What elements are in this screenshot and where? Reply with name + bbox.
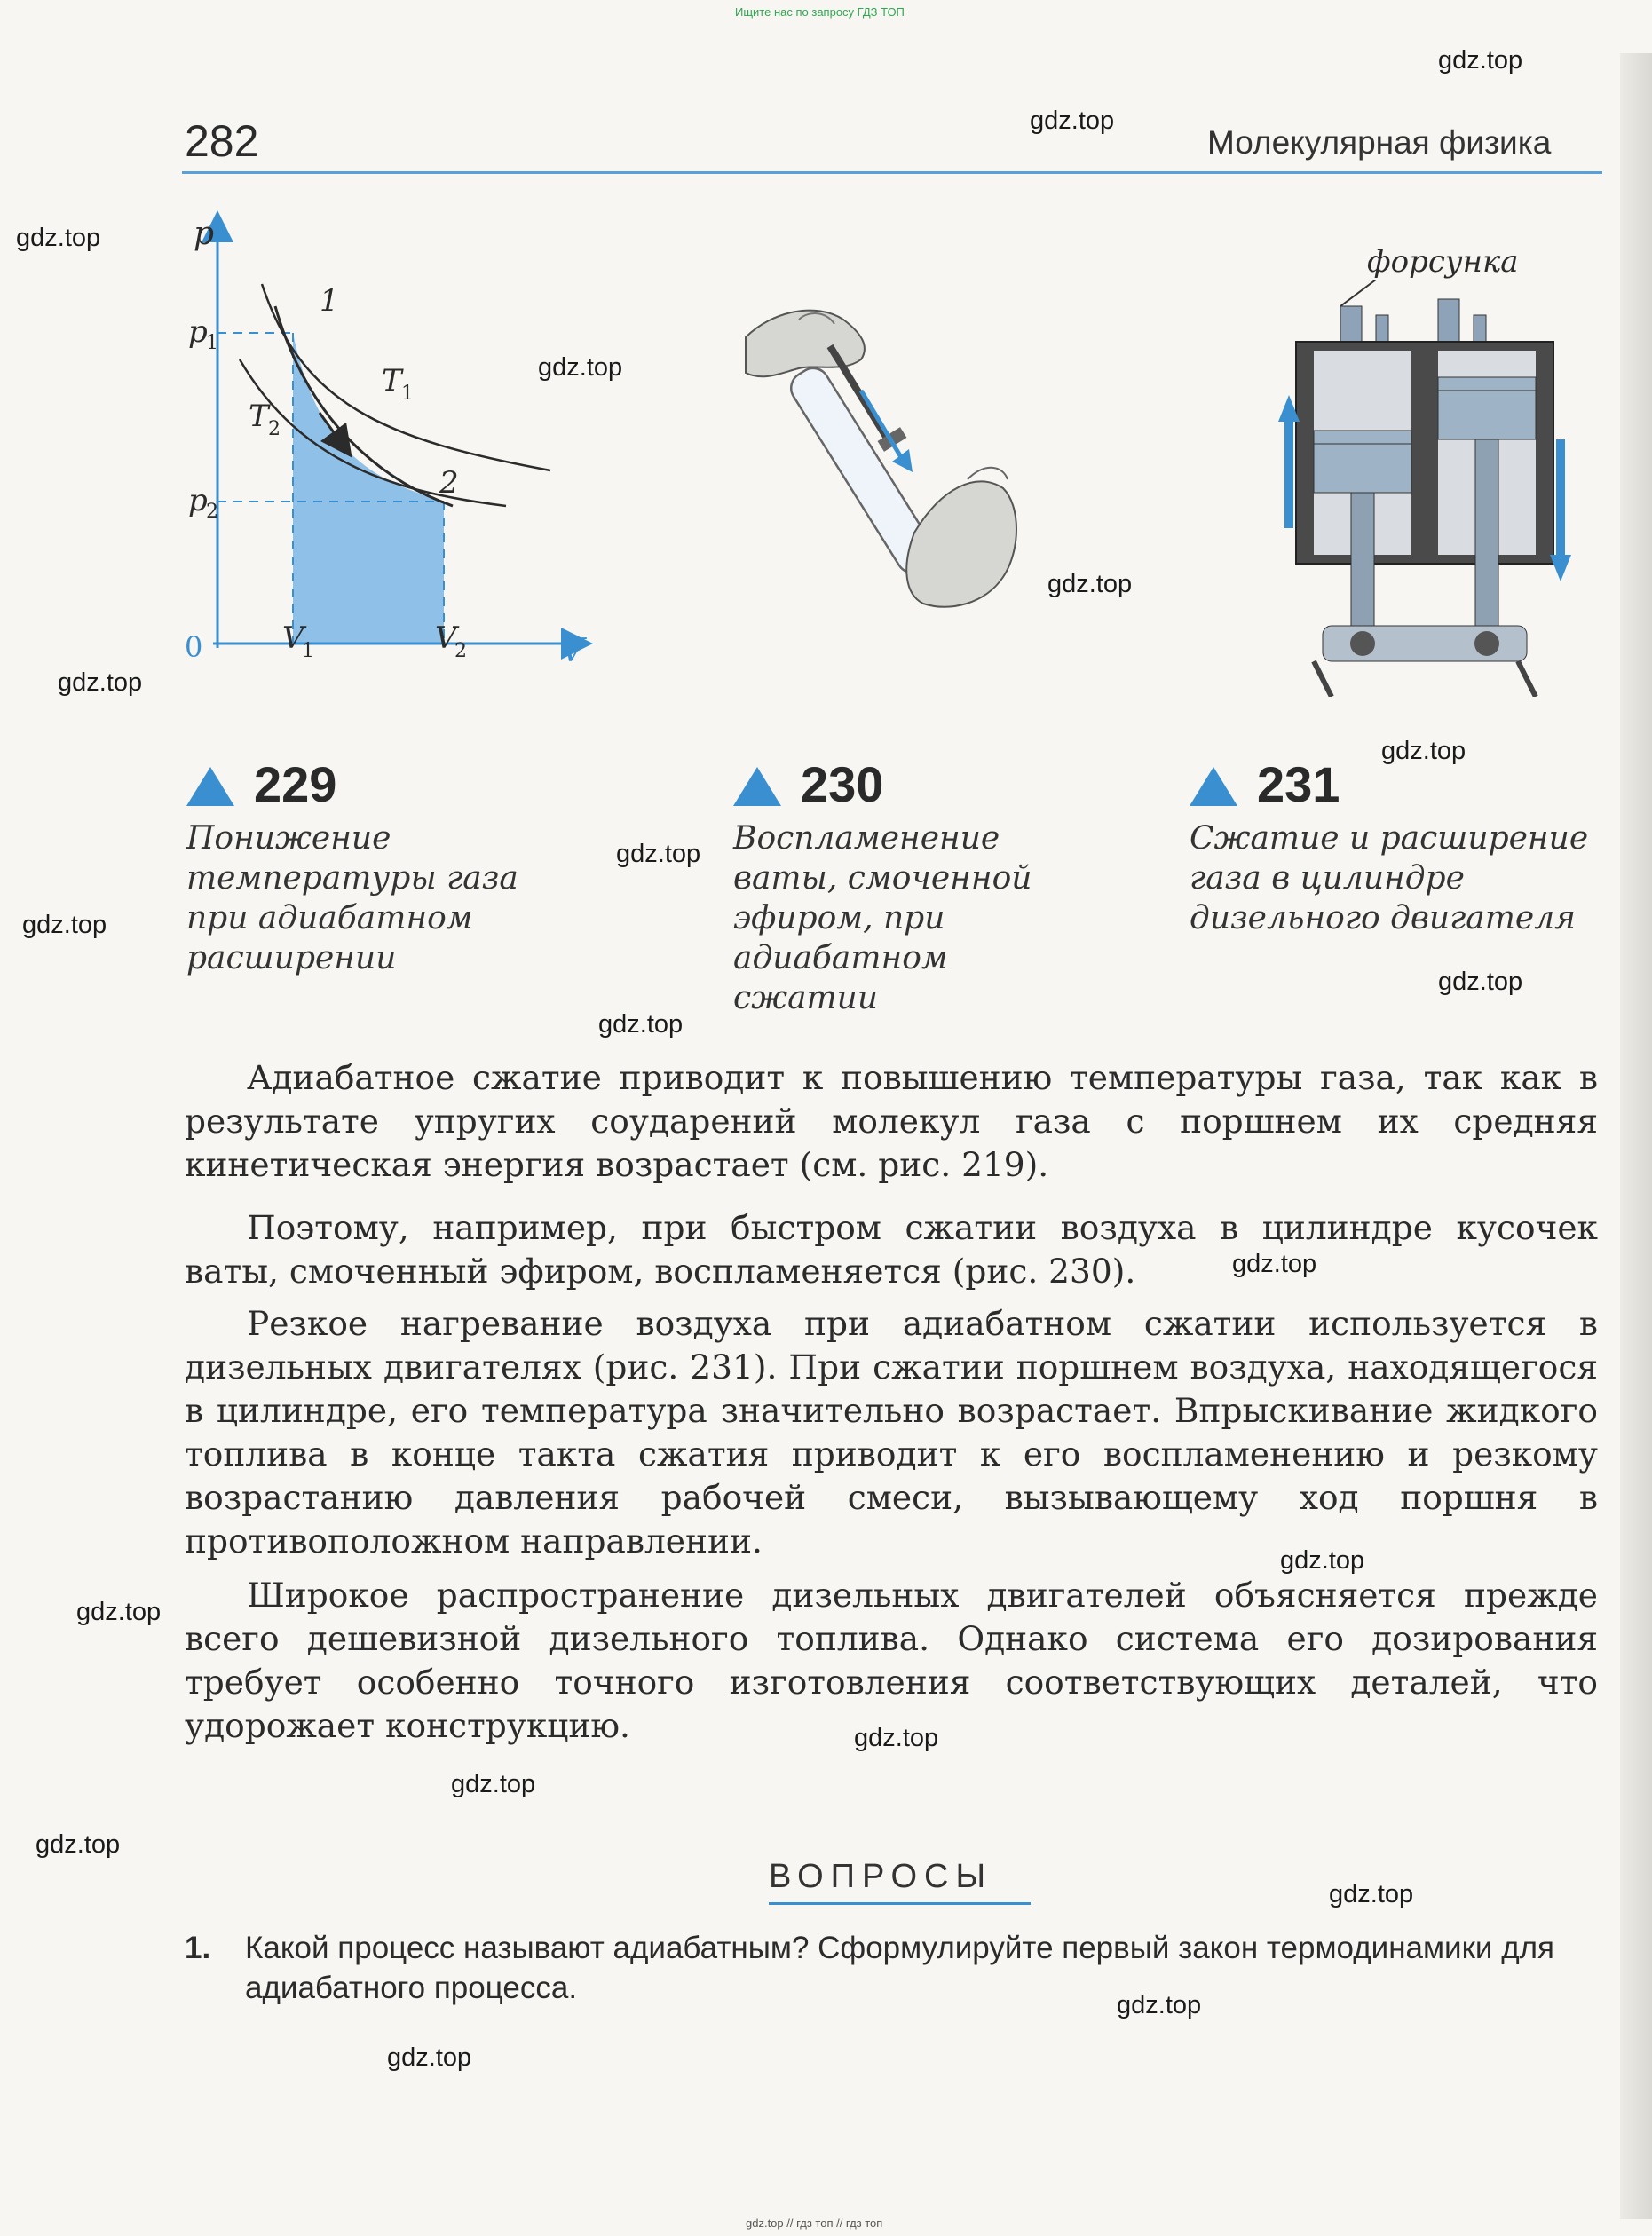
watermark: gdz.top (1438, 46, 1523, 75)
watermark: gdz.top (854, 1724, 939, 1752)
figure-229-number: 229 (254, 756, 337, 812)
figure-229 (186, 756, 518, 978)
watermark: gdz.top (1030, 107, 1115, 135)
axis-v-label: V (561, 633, 584, 669)
watermark: gdz.top (387, 2043, 472, 2072)
header-rule (182, 171, 1602, 174)
watermark: gdz.top (22, 911, 107, 939)
v2-subscript: 2 (454, 640, 467, 662)
axis-p-label: p (194, 216, 215, 252)
watermark: gdz.top (616, 840, 701, 868)
figure-230 (733, 756, 1032, 1018)
page-edge-shadow (1620, 53, 1652, 2219)
figure-230-caption-line: эфиром, при (733, 900, 945, 936)
chapter-title: Молекулярная физика (1207, 124, 1552, 161)
watermark: gdz.top (1280, 1546, 1365, 1575)
body-text (185, 1056, 1598, 1748)
diesel-engine-illustration (1278, 280, 1571, 697)
page-number: 282 (185, 116, 259, 166)
watermark: gdz.top (1232, 1250, 1317, 1278)
figure-230-number: 230 (801, 756, 884, 812)
t2-label: T (249, 399, 269, 434)
figure-229-caption-line: Понижение (186, 820, 391, 857)
figure-marker-icon (733, 767, 781, 806)
question-number: 1. (185, 1931, 211, 1965)
figure-231 (1190, 756, 1589, 938)
paragraph: Широкое распространение дизельных двигателей объясняется прежде всего дешевизной дизельного топлива. Однако система его дозирования требует особенно точного изготовления соответствующих деталей, что удорожает конструкцию. (185, 1576, 1598, 1745)
figure-230-caption-line: ваты, смоченной (733, 860, 1032, 897)
v2-label: V (435, 620, 457, 656)
p1-label: p (188, 314, 208, 350)
watermark: gdz.top (1329, 1880, 1414, 1908)
questions-rule (769, 1902, 1031, 1905)
figure-marker-icon (186, 767, 234, 806)
p2-subscript: 2 (206, 501, 218, 523)
v1-label: V (282, 620, 304, 656)
point-2-label: 2 (439, 465, 459, 501)
watermark: gdz.top (1381, 737, 1466, 765)
figure-229-caption-line: при адиабатном (186, 900, 473, 936)
paragraph: Поэтому, например, при быстром сжатии воздуха в цилиндре кусочек ваты, смоченный эфиром, воспламеняется (рис. 230). (185, 1208, 1598, 1291)
watermark: gdz.top (36, 1830, 121, 1859)
watermark: gdz.top (598, 1010, 684, 1039)
p1-subscript: 1 (206, 332, 218, 354)
v1-subscript: 1 (302, 640, 314, 662)
figure-229-caption-line: расширении (186, 940, 397, 976)
figure-230-caption-line: Воспламенение (733, 820, 1000, 857)
t2-subscript: 2 (268, 418, 281, 440)
fire-syringe-illustration (737, 284, 1039, 621)
question-text: Какой процесс называют адиабатным? Сформулируйте первый закон термодинамики для адиабатного процесса. (245, 1931, 1554, 2005)
watermark: gdz.top (1438, 968, 1523, 996)
t1-label: T (382, 363, 402, 399)
watermark: gdz.top (58, 668, 143, 697)
watermark: gdz.top (76, 1598, 162, 1626)
figure-231-caption-line: Сжатие и расширение (1190, 820, 1589, 857)
watermark: gdz.top (1047, 570, 1133, 598)
bottom-watermark: gdz.top // гдз топ // гдз топ (746, 2216, 883, 2230)
work-area (293, 333, 444, 644)
figure-231-caption-line: газа в цилиндре (1190, 860, 1465, 897)
paragraph: Адиабатное сжатие приводит к повышению температуры газа, так как в результате упругих соударений молекул газа с поршнем их средняя кинетическая энергия возрастает (см. рис. 219). (185, 1058, 1598, 1184)
p2-label: p (188, 483, 208, 518)
watermark: gdz.top (16, 224, 101, 252)
watermark: gdz.top (451, 1770, 536, 1798)
injector-label: форсунка (1367, 244, 1519, 280)
figure-229-caption-line: температуры газа (186, 860, 518, 897)
t1-subscript: 1 (401, 383, 414, 405)
paragraph: Резкое нагревание воздуха при адиабатном сжатии используется в дизельных двигателях (рис. 231). При сжатии поршнем воздуха, находящегося в цилиндре, его температура значительно возрастает. Впрыскивание жидкого топлива в конце такта сжатия приводит к его воспламенению и резкому возрастанию давления рабочей смеси, вызывающему ход поршня в противоположном направлении. (185, 1304, 1598, 1560)
figure-231-caption-line: дизельного двигателя (1190, 900, 1576, 936)
point-1-label: 1 (320, 283, 339, 319)
pv-diagram (178, 200, 604, 670)
figure-230-caption-line: сжатии (733, 980, 879, 1016)
watermark: gdz.top (1117, 1991, 1202, 2019)
top-watermark: Ищите нас по запросу ГДЗ ТОП (735, 5, 905, 19)
watermark: gdz.top (538, 353, 623, 382)
questions-title: ВОПРОСЫ (769, 1858, 993, 1895)
figure-marker-icon (1190, 767, 1237, 806)
figure-231-number: 231 (1257, 756, 1340, 812)
figure-230-caption-line: адиабатном (733, 940, 948, 976)
origin-label: 0 (185, 630, 203, 664)
